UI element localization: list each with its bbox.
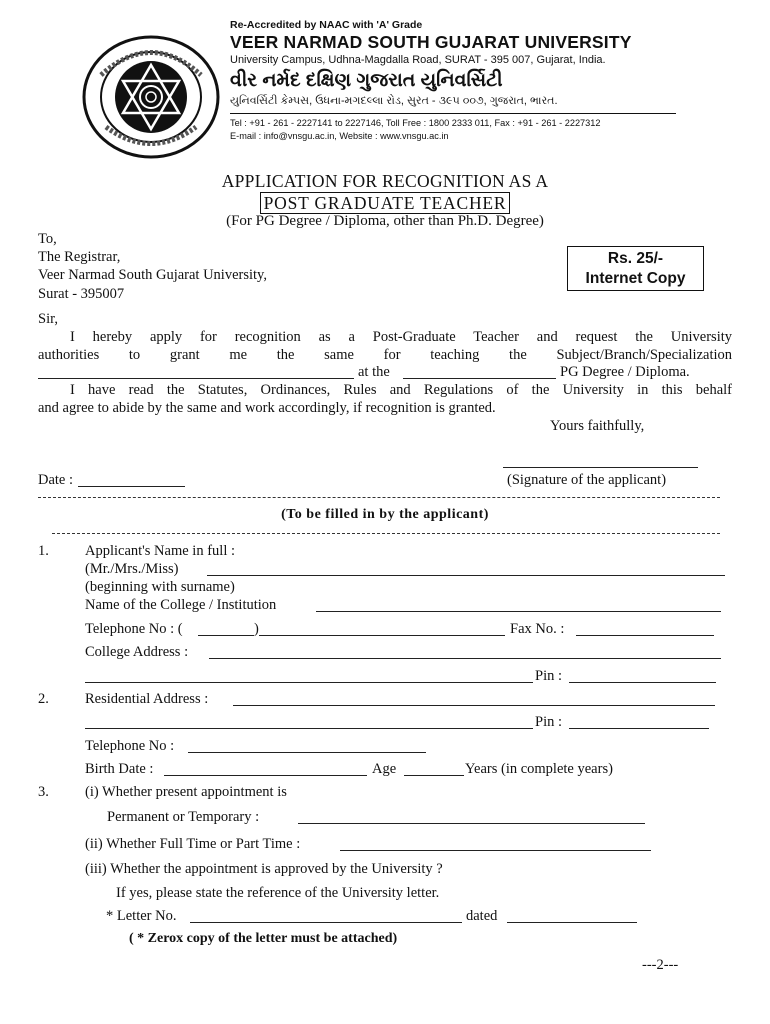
- signature-line[interactable]: [503, 467, 698, 468]
- name-field[interactable]: [207, 575, 725, 576]
- form-subtitle: (For PG Degree / Diploma, other than Ph.D. Degree): [226, 213, 544, 229]
- zerox-note: ( * Zerox copy of the letter must be attached): [129, 931, 398, 946]
- college-at-field[interactable]: [403, 378, 556, 379]
- telephone-field[interactable]: [259, 635, 505, 636]
- divider-dashed-top: [38, 497, 720, 498]
- dated-label: dated: [466, 908, 498, 924]
- contact-email: E-mail : info@vnsgu.ac.in, Website : www.vnsgu.ac.in: [230, 131, 449, 141]
- telephone-close-paren: ): [254, 621, 259, 637]
- signature-label: (Signature of the applicant): [507, 472, 667, 488]
- residential-telephone-label: Telephone No :: [85, 738, 175, 754]
- age-field[interactable]: [404, 775, 464, 776]
- date-field[interactable]: [78, 486, 185, 487]
- closing: Yours faithfully,: [550, 418, 645, 434]
- address-registrar: The Registrar,: [38, 249, 121, 265]
- fee-box: [567, 246, 704, 291]
- divider-dashed-bottom: [52, 533, 720, 534]
- university-seal-logo: [81, 35, 221, 160]
- paragraph1-line1: I hereby apply for recognition as a Post-Graduate Teacher and request the University: [70, 329, 732, 345]
- address-city: Surat - 395007: [38, 286, 125, 302]
- form-title-line1: APPLICATION FOR RECOGNITION AS A: [221, 171, 549, 191]
- college-pin-label: Pin :: [535, 668, 562, 684]
- permanent-temporary-label: Permanent or Temporary :: [107, 809, 260, 825]
- college-name-label: Name of the College / Institution: [85, 597, 277, 613]
- paragraph2-line2: and agree to abide by the same and work accordingly, if recognition is granted.: [38, 400, 496, 416]
- item-2-number: 2.: [38, 691, 49, 707]
- form-title-post-graduate-teacher: POST GRADUATE TEACHER: [260, 192, 511, 214]
- residential-address-field-2[interactable]: [85, 728, 533, 729]
- letter-no-field[interactable]: [190, 922, 462, 923]
- fee-copy-type: Internet Copy: [585, 270, 686, 287]
- university-name: VEER NARMAD SOUTH GUJARAT UNIVERSITY: [230, 32, 632, 52]
- permanent-temporary-field[interactable]: [298, 823, 645, 824]
- accreditation-text: Re-Accredited by NAAC with 'A' Grade: [230, 19, 423, 31]
- university-name-gujarati: વીર નર્મદ દક્ષિણ ગુજરાત યુનિવર્સિટી: [230, 70, 503, 91]
- dated-field[interactable]: [507, 922, 637, 923]
- age-label: Age: [372, 761, 397, 777]
- fulltime-parttime-label: (ii) Whether Full Time or Part Time :: [85, 836, 301, 852]
- item-3-number: 3.: [38, 784, 49, 800]
- telephone-label: Telephone No : (: [85, 621, 183, 637]
- residential-telephone-field[interactable]: [188, 752, 426, 753]
- residential-pin-field[interactable]: [569, 728, 709, 729]
- college-address-field-2[interactable]: [85, 682, 533, 683]
- approval-question: (iii) Whether the appointment is approved by the University ?: [85, 861, 443, 877]
- college-address-label: College Address :: [85, 644, 189, 660]
- residential-pin-label: Pin :: [535, 714, 562, 730]
- university-address-gujarati: યુનિવર્સિટી કેમ્પસ, ઉધના-મગદલ્લા રોડ, સુરત - ૩૯૫ ૦૦૭, ગુજરાત, ભારત.: [230, 95, 558, 107]
- fulltime-parttime-field[interactable]: [340, 850, 651, 851]
- address-to: To,: [38, 231, 57, 247]
- header-divider: [230, 113, 676, 114]
- paragraph1-at: at the: [358, 364, 390, 380]
- fax-field[interactable]: [576, 635, 714, 636]
- birth-date-field[interactable]: [164, 775, 367, 776]
- paragraph1-end: PG Degree / Diploma.: [560, 364, 690, 380]
- residential-address-field-1[interactable]: [233, 705, 715, 706]
- name-titles: (Mr./Mrs./Miss): [85, 561, 179, 577]
- paragraph2-line1: I have read the Statutes, Ordinances, Rules and Regulations of the University in this behalf: [70, 382, 732, 398]
- paragraph1-line2: authorities to grant me the same for teaching the Subject/Branch/Specialization: [38, 347, 732, 363]
- contact-phone: Tel : +91 - 261 - 2227141 to 2227146, Toll Free : 1800 2333 011, Fax : +91 - 261 - 2227312: [230, 118, 601, 128]
- salutation: Sir,: [38, 311, 58, 327]
- appointment-question: (i) Whether present appointment is: [85, 784, 287, 800]
- birth-date-label: Birth Date :: [85, 761, 154, 777]
- name-label: Applicant's Name in full :: [85, 543, 235, 559]
- letter-no-label: * Letter No.: [106, 908, 177, 924]
- address-university: Veer Narmad South Gujarat University,: [38, 267, 267, 283]
- college-address-field-1[interactable]: [209, 658, 721, 659]
- college-name-field[interactable]: [316, 611, 721, 612]
- telephone-code-field[interactable]: [198, 635, 254, 636]
- fax-label: Fax No. :: [510, 621, 565, 637]
- university-address: University Campus, Udhna-Magdalla Road, SURAT - 395 007, Gujarat, India.: [230, 54, 606, 66]
- date-label: Date :: [38, 472, 74, 488]
- name-hint: (beginning with surname): [85, 579, 235, 595]
- section-heading: (To be filled in by the applicant): [281, 507, 489, 522]
- college-pin-field[interactable]: [569, 682, 716, 683]
- form-title-line2: [0, 193, 770, 214]
- page-number: ---2---: [642, 957, 679, 973]
- subject-field[interactable]: [38, 378, 354, 379]
- item-1-number: 1.: [38, 543, 49, 559]
- years-label: Years (in complete years): [465, 761, 613, 777]
- fee-amount: Rs. 25/-: [607, 250, 664, 267]
- residential-address-label: Residential Address :: [85, 691, 209, 707]
- reference-instruction: If yes, please state the reference of the University letter.: [116, 885, 440, 901]
